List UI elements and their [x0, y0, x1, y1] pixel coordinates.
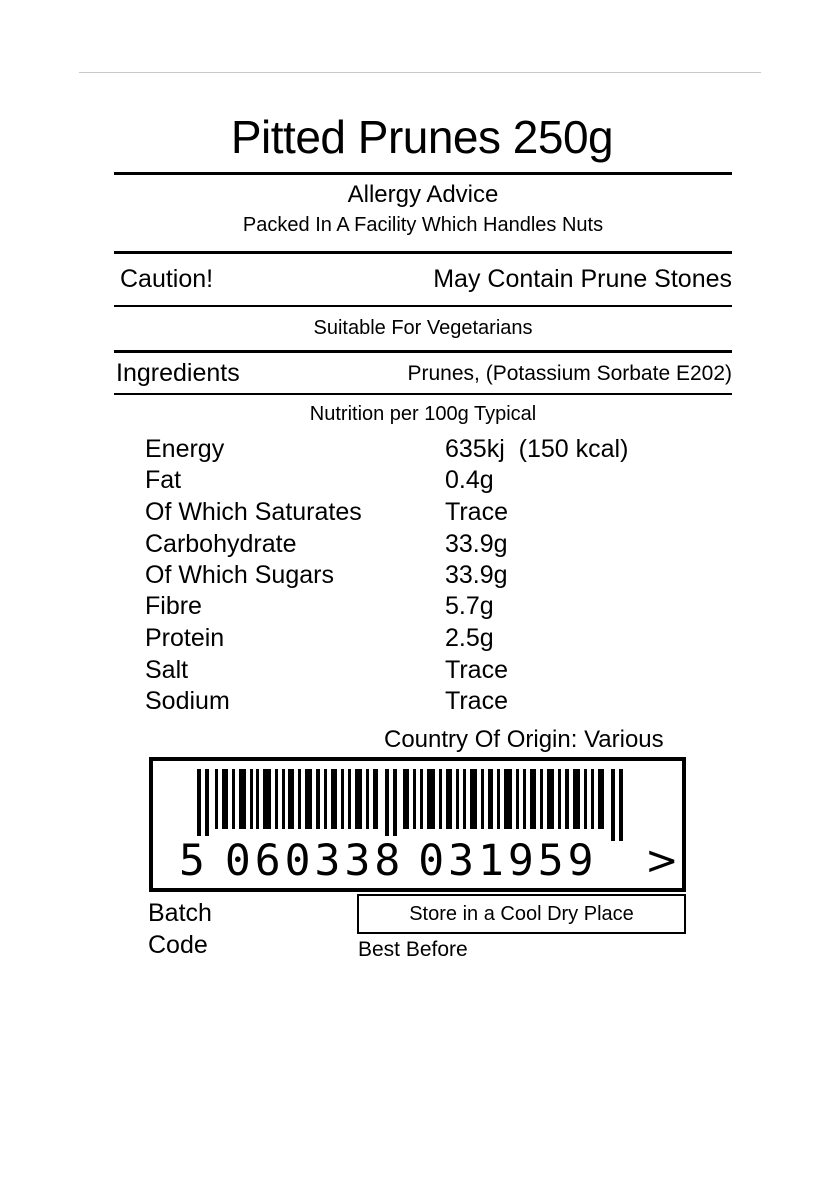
nutrient-value: 33.9g — [445, 530, 508, 558]
nutrient-name: Protein — [145, 624, 225, 652]
nutrient-name: Fibre — [145, 592, 202, 620]
barcode-left-group: 060338 — [224, 836, 405, 886]
nutrient-name: Of Which Saturates — [145, 498, 362, 526]
nutrient-name: Carbohydrate — [145, 530, 297, 558]
barcode-bars — [197, 769, 637, 841]
ingredients-label: Ingredients — [116, 359, 240, 387]
nutrient-value: Trace — [445, 656, 508, 684]
caution-text: May Contain Prune Stones — [433, 265, 732, 293]
barcode-end-mark: > — [645, 838, 679, 884]
country-of-origin: Country Of Origin: Various — [384, 726, 664, 753]
nutrient-value: 5.7g — [445, 592, 494, 620]
storage-box — [357, 894, 686, 934]
nutrition-heading: Nutrition per 100g Typical — [309, 403, 537, 425]
nutrient-name: Fat — [145, 466, 182, 494]
nutrient-value: 33.9g — [445, 561, 508, 589]
barcode-right-group: 031959 — [418, 836, 598, 886]
nutrient-name: Of Which Sugars — [145, 561, 334, 589]
barcode — [149, 757, 686, 892]
storage-text: Store in a Cool Dry Place — [409, 903, 634, 925]
caution-label: Caution! — [120, 265, 214, 293]
best-before-label: Best Before — [358, 938, 468, 961]
page-top-rule — [79, 72, 761, 73]
rule-under-caution — [114, 305, 732, 307]
rule-under-ingredients — [114, 393, 732, 395]
allergy-heading: Allergy Advice — [347, 181, 499, 208]
nutrient-name: Energy — [145, 435, 225, 463]
allergy-text: Packed In A Facility Which Handles Nuts — [242, 214, 604, 236]
nutrient-value: 2.5g — [445, 624, 494, 652]
barcode-first-digit: 5 — [179, 836, 209, 886]
barcode-number — [179, 837, 598, 885]
vegetarian-note: Suitable For Vegetarians — [313, 317, 533, 339]
nutrient-name: Salt — [145, 656, 189, 684]
product-title: Pitted Prunes 250g — [230, 111, 614, 163]
nutrient-value: 0.4g — [445, 466, 494, 494]
nutrient-value: Trace — [445, 498, 508, 526]
rule-under-title — [114, 172, 732, 175]
rule-under-vegetarian — [114, 350, 732, 353]
rule-under-allergy — [114, 251, 732, 254]
batch-code-label: Batch Code — [148, 899, 212, 959]
nutrient-value: Trace — [445, 687, 508, 715]
nutrient-name: Sodium — [145, 687, 230, 715]
ingredients-text: Prunes, (Potassium Sorbate E202) — [407, 362, 732, 385]
nutrient-value: 635kj (150 kcal) — [445, 435, 629, 463]
